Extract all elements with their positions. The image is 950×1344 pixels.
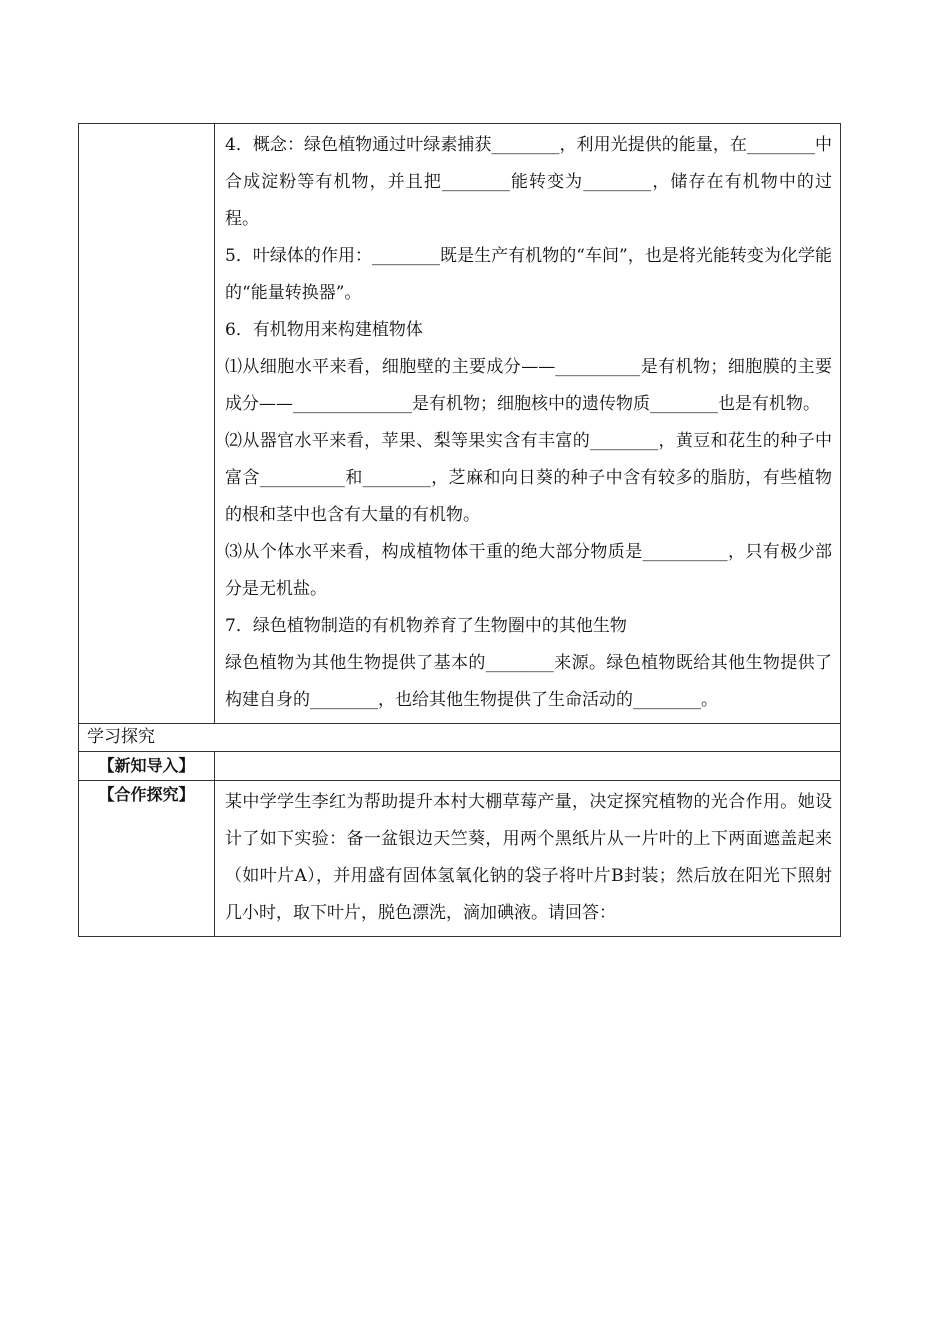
- organic-matter-heading: 6．有机物用来构建植物体: [225, 320, 423, 340]
- knowledge-left-cell: [79, 124, 215, 724]
- biosphere-paragraph: 绿色植物为其他生物提供了基本的________来源。绿色植物既给其他生物提供了构建自身的________，也给其他生物提供了生命活动的________。: [225, 653, 832, 710]
- knowledge-row: [79, 124, 841, 724]
- section-title-row: [79, 724, 841, 752]
- section-title: 学习探究: [79, 724, 841, 752]
- chloroplast-paragraph: 5．叶绿体的作用：________既是生产有机物的“车间”，也是将光能转变为化学能的“能量转换器”。: [225, 246, 832, 303]
- new-knowledge-label: 【新知导入】: [79, 752, 215, 781]
- individual-level-paragraph: ⑶从个体水平来看，构成植物体干重的绝大部分物质是__________，只有极少部分是无机盐。: [225, 542, 832, 599]
- new-knowledge-row: [79, 752, 841, 781]
- new-knowledge-content: [215, 752, 841, 781]
- biosphere-heading: 7．绿色植物制造的有机物养育了生物圈中的其他生物: [225, 616, 627, 636]
- concept-paragraph: 4．概念：绿色植物通过叶绿素捕获________，利用光提供的能量，在________中合成淀粉等有机物，并且把________能转变为________，储存在有机物中的过程。: [225, 135, 832, 229]
- knowledge-content-cell: [215, 124, 841, 724]
- worksheet-table: [78, 123, 841, 937]
- cooperation-label: 【合作探究】: [79, 781, 215, 937]
- cooperation-content: [215, 781, 841, 937]
- cell-level-paragraph: ⑴从细胞水平来看，细胞壁的主要成分——__________是有机物；细胞膜的主要成分——______________是有机物；细胞核中的遗传物质________也是有机物。: [225, 357, 832, 414]
- cooperation-row: [79, 781, 841, 937]
- cooperation-text: 某中学学生李红为帮助提升本村大棚草莓产量，决定探究植物的光合作用。她设计了如下实验：备一盆银边天竺葵，用两个黑纸片从一片叶的上下两面遮盖起来（如叶片A），并用盛有固体氢氧化钠的袋子将叶片B封装；然后放在阳光下照射几小时，取下叶片，脱色漂洗，滴加碘液。请回答：: [225, 792, 832, 923]
- organ-level-paragraph: ⑵从器官水平来看，苹果、梨等果实含有丰富的________，黄豆和花生的种子中富含__________和________，芝麻和向日葵的种子中含有较多的脂肪，有些植物的根和茎中也含有大量的有机物。: [225, 431, 832, 525]
